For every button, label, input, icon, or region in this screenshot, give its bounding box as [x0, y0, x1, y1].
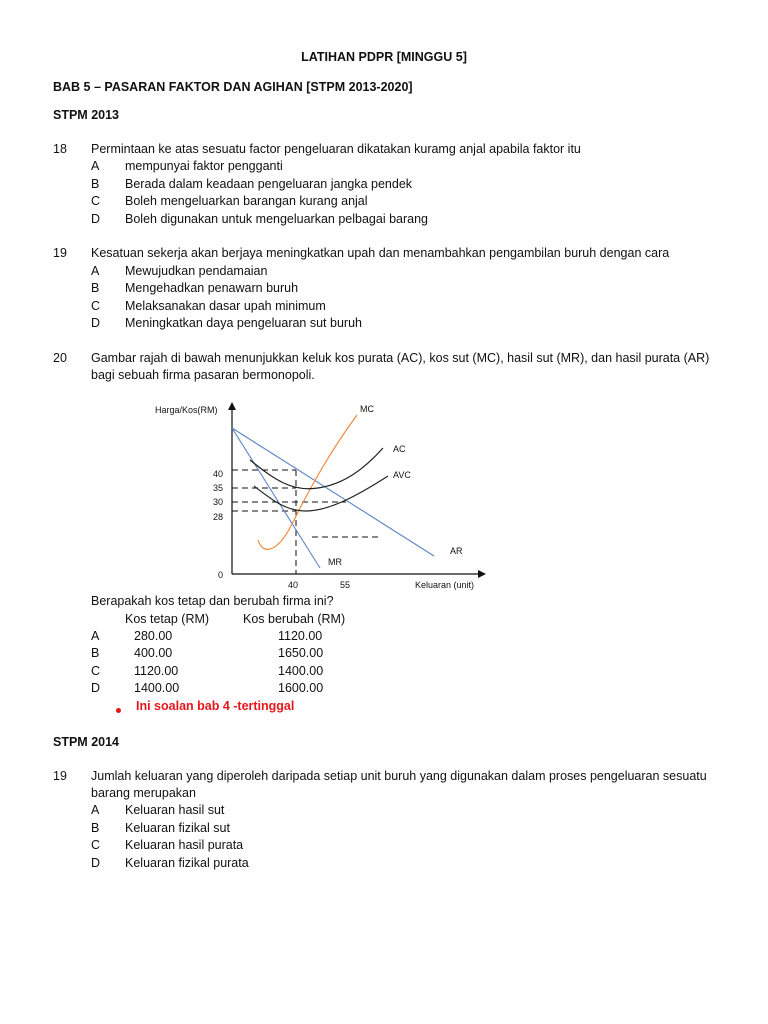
- y-tick-label: 28: [213, 512, 224, 522]
- option-text: Melaksanakan dasar upah minimum: [125, 299, 326, 313]
- option-text: Berada dalam keadaan pengeluaran jangka pendek: [125, 177, 413, 191]
- option-variable-cost: 1650.00: [278, 646, 324, 660]
- option-letter: C: [91, 838, 101, 852]
- question-text: Kesatuan sekerja akan berjaya meningkatkan upah dan menambahkan pengambilan buruh dengan cara: [91, 246, 670, 260]
- question-text: Permintaan ke atas sesuatu factor pengeluaran dikatakan kuramg anjal apabila faktor itu: [91, 142, 581, 156]
- y-axis-arrow: [228, 402, 236, 410]
- question-text: Jumlah keluaran yang diperoleh daripada setiap unit buruh yang digunakan dalam proses pengeluaran sesuatu: [91, 769, 707, 783]
- series-ac-label: AC: [393, 444, 406, 454]
- option-text: Mengehadkan penawarn buruh: [125, 281, 299, 295]
- option-text: Boleh mengeluarkan barangan kurang anjal: [125, 194, 368, 208]
- question-number: 18: [53, 142, 67, 156]
- bullet-icon: [116, 708, 121, 713]
- series-mc-line: [258, 415, 357, 549]
- series-mc-label: MC: [360, 404, 374, 414]
- option-text: Meningkatkan daya pengeluaran sut buruh: [125, 316, 362, 330]
- option-variable-cost: 1400.00: [278, 664, 324, 678]
- question-number: 19: [53, 246, 67, 260]
- origin-label: 0: [218, 570, 224, 580]
- y-axis-label: Harga/Kos(RM): [155, 405, 218, 415]
- x-tick-label: 55: [340, 580, 351, 590]
- section-heading-2014: STPM 2014: [53, 735, 120, 749]
- option-variable-cost: 1600.00: [278, 681, 324, 695]
- option-text: Mewujudkan pendamaian: [125, 264, 268, 278]
- option-letter: D: [91, 681, 101, 695]
- option-letter: D: [91, 316, 101, 330]
- option-fixed-cost: 1400.00: [134, 681, 180, 695]
- section-heading-2013: STPM 2013: [53, 108, 120, 122]
- question-number: 19: [53, 769, 67, 783]
- option-text: Keluaran hasil sut: [125, 803, 225, 817]
- series-avc-line: [254, 476, 388, 511]
- option-text: Keluaran fizikal sut: [125, 821, 230, 835]
- question-text: barang merupakan: [91, 786, 196, 800]
- y-tick-label: 40: [213, 469, 224, 479]
- option-letter: D: [91, 856, 101, 870]
- option-letter: C: [91, 299, 101, 313]
- question-number: 20: [53, 351, 67, 365]
- option-letter: D: [91, 212, 101, 226]
- option-letter: B: [91, 281, 100, 295]
- option-fixed-cost: 1120.00: [134, 664, 179, 678]
- option-letter: C: [91, 664, 101, 678]
- option-text: Boleh digunakan untuk mengeluarkan pelbagai barang: [125, 212, 429, 226]
- column-header-variable: Kos berubah (RM): [243, 612, 346, 626]
- option-letter: B: [91, 646, 100, 660]
- series-avc-label: AVC: [393, 470, 411, 480]
- y-tick-label: 30: [213, 497, 224, 507]
- x-axis-label: Keluaran (unit): [415, 580, 475, 590]
- series-ar-label: AR: [450, 546, 463, 556]
- option-letter: A: [91, 264, 100, 278]
- question-text: Gambar rajah di bawah menunjukkan keluk kos purata (AC), kos sut (MC), hasil sut (MR), dan hasil purata (AR): [91, 351, 710, 365]
- column-header-fixed: Kos tetap (RM): [125, 612, 210, 626]
- option-fixed-cost: 400.00: [134, 646, 173, 660]
- series-mr-line: [232, 428, 320, 568]
- option-variable-cost: 1120.00: [278, 629, 323, 643]
- option-letter: B: [91, 177, 100, 191]
- option-letter: C: [91, 194, 101, 208]
- x-axis-arrow: [478, 570, 486, 578]
- question-prompt: Berapakah kos tetap dan berubah firma ini?: [91, 594, 334, 608]
- question-text: bagi sebuah firma pasaran bermonopoli.: [91, 368, 315, 382]
- option-letter: B: [91, 821, 100, 835]
- option-fixed-cost: 280.00: [134, 629, 173, 643]
- series-ac-line: [250, 448, 383, 489]
- page-title: LATIHAN PDPR [MINGGU 5]: [301, 50, 467, 64]
- y-tick-label: 35: [213, 483, 224, 493]
- option-text: Keluaran fizikal purata: [125, 856, 249, 870]
- option-text: mempunyai faktor pengganti: [125, 159, 283, 173]
- option-letter: A: [91, 803, 100, 817]
- x-tick-label: 40: [288, 580, 299, 590]
- option-text: Keluaran hasil purata: [125, 838, 244, 852]
- option-letter: A: [91, 629, 100, 643]
- note-text: Ini soalan bab 4 -tertinggal: [136, 699, 295, 713]
- chapter-heading: BAB 5 – PASARAN FAKTOR DAN AGIHAN [STPM 2013-2020]: [53, 80, 413, 94]
- series-mr-label: MR: [328, 557, 342, 567]
- option-letter: A: [91, 159, 100, 173]
